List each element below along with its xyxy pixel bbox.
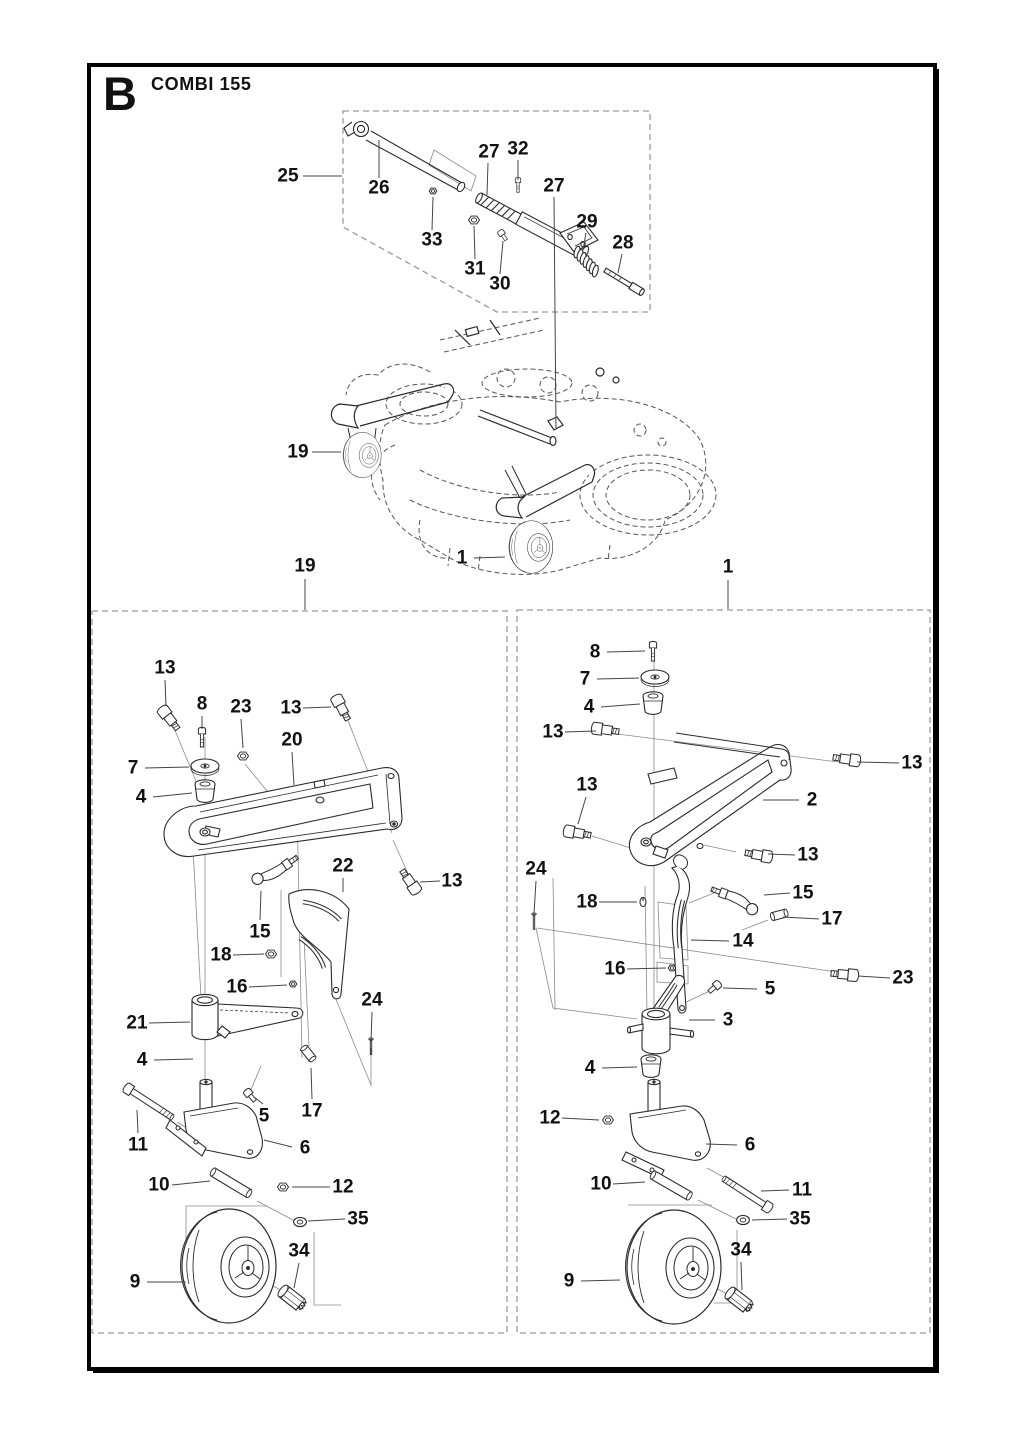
leader-line-11 bbox=[137, 1110, 138, 1133]
washer-7 bbox=[191, 759, 219, 776]
callout-24: 24 bbox=[361, 989, 383, 1011]
nut-12 bbox=[603, 1116, 614, 1124]
screw-8 bbox=[649, 641, 656, 661]
page-title: COMBI 155 bbox=[151, 74, 252, 94]
leader-line-31 bbox=[474, 226, 475, 259]
swing-arm-6 bbox=[622, 1079, 710, 1178]
callout-13: 13 bbox=[542, 721, 564, 743]
wheel-9 bbox=[626, 1210, 721, 1324]
spacer-tube-10 bbox=[209, 1167, 253, 1198]
callout-5: 5 bbox=[258, 1105, 270, 1127]
pin-24 bbox=[532, 913, 536, 930]
callout-6: 6 bbox=[299, 1137, 311, 1159]
callout-7: 7 bbox=[579, 668, 591, 690]
leader-line-28 bbox=[618, 254, 622, 273]
leader-line-11 bbox=[761, 1190, 789, 1191]
callout-12: 12 bbox=[539, 1107, 561, 1129]
leader-line-24 bbox=[371, 1012, 372, 1041]
bolt-13 bbox=[330, 693, 354, 723]
bolt-13 bbox=[832, 751, 861, 767]
callout-5: 5 bbox=[764, 978, 776, 1000]
callout-29: 29 bbox=[576, 211, 598, 233]
callout-23: 23 bbox=[230, 696, 252, 718]
callout-18: 18 bbox=[576, 891, 598, 913]
bolt-13 bbox=[397, 867, 423, 896]
washer-7 bbox=[641, 670, 669, 687]
bushing-4 bbox=[643, 692, 663, 715]
callout-9: 9 bbox=[563, 1270, 575, 1292]
callout-35: 35 bbox=[347, 1208, 369, 1230]
leader-line-13 bbox=[857, 762, 899, 763]
leader-line-14 bbox=[691, 940, 729, 941]
steering-arm-21 bbox=[192, 994, 303, 1039]
callout-35: 35 bbox=[789, 1208, 811, 1230]
rod-end-28 bbox=[603, 267, 645, 296]
leader-line-4 bbox=[602, 1067, 637, 1068]
spline-hub-34 bbox=[276, 1284, 308, 1313]
callout-15: 15 bbox=[792, 882, 814, 904]
callout-15: 15 bbox=[249, 921, 271, 943]
leader-line-34 bbox=[741, 1262, 742, 1290]
deck-drawing bbox=[331, 318, 716, 574]
bolt-23 bbox=[831, 967, 860, 981]
section-index-letter: B bbox=[103, 67, 137, 120]
screw-5 bbox=[243, 1087, 258, 1103]
bushing-4 bbox=[641, 1055, 661, 1078]
leader-line-16 bbox=[249, 985, 287, 987]
leader-line-23 bbox=[241, 719, 243, 748]
callout-19: 19 bbox=[294, 555, 316, 577]
clip-18 bbox=[640, 897, 646, 906]
deck-left-wheel bbox=[343, 432, 381, 478]
callout-10: 10 bbox=[148, 1174, 170, 1196]
callout-12: 12 bbox=[332, 1176, 354, 1198]
callout-17: 17 bbox=[821, 908, 843, 930]
nut-23 bbox=[238, 752, 249, 760]
callout-14: 14 bbox=[732, 930, 754, 952]
axle-bolt-11 bbox=[122, 1082, 176, 1122]
callout-4: 4 bbox=[584, 1057, 596, 1079]
callout-3: 3 bbox=[722, 1009, 734, 1031]
washer-35 bbox=[737, 1215, 750, 1224]
callout-25: 25 bbox=[277, 165, 299, 187]
callout-13: 13 bbox=[154, 657, 176, 679]
wheel-9 bbox=[181, 1209, 276, 1323]
callout-11: 11 bbox=[791, 1179, 813, 1201]
leader-line-16 bbox=[627, 968, 666, 969]
callout-27: 27 bbox=[543, 175, 565, 197]
callout-32: 32 bbox=[507, 138, 529, 160]
callout-21: 21 bbox=[126, 1012, 148, 1034]
leader-line-35 bbox=[752, 1219, 787, 1220]
leader-line-20 bbox=[292, 752, 294, 785]
callout-8: 8 bbox=[196, 693, 208, 715]
nut-18 bbox=[266, 950, 277, 958]
callout-23: 23 bbox=[892, 967, 914, 989]
leader-line-8 bbox=[607, 651, 645, 652]
bolt-13 bbox=[562, 825, 591, 842]
callout-27: 27 bbox=[478, 141, 500, 163]
leader-line-34 bbox=[294, 1263, 299, 1288]
screw-5 bbox=[707, 980, 723, 995]
nut-31 bbox=[469, 216, 480, 224]
callout-26: 26 bbox=[368, 177, 390, 199]
leader-line-23 bbox=[858, 976, 890, 978]
callout-13: 13 bbox=[280, 697, 302, 719]
callout-34: 34 bbox=[730, 1239, 752, 1261]
threaded-sleeve-27 bbox=[474, 192, 522, 224]
washer-35 bbox=[294, 1217, 307, 1226]
leader-line-4 bbox=[153, 793, 192, 797]
callout-24: 24 bbox=[525, 858, 547, 880]
callout-20: 20 bbox=[281, 729, 303, 751]
callout-30: 30 bbox=[489, 273, 511, 295]
construction-lines bbox=[174, 150, 843, 1305]
nut-16 bbox=[289, 981, 297, 987]
leader-line-13 bbox=[420, 881, 440, 882]
callout-17: 17 bbox=[301, 1100, 323, 1122]
handle-15 bbox=[708, 885, 761, 917]
callout-8: 8 bbox=[589, 641, 601, 663]
leader-line-13 bbox=[165, 680, 166, 706]
leader-line-18 bbox=[233, 954, 264, 955]
callout-13: 13 bbox=[441, 870, 463, 892]
leader-line-15 bbox=[764, 893, 790, 895]
leader-line-15 bbox=[260, 891, 261, 920]
leader-line-10 bbox=[172, 1181, 210, 1185]
callout-13: 13 bbox=[901, 752, 923, 774]
leader-line-7 bbox=[597, 678, 639, 679]
callout-19: 19 bbox=[287, 441, 309, 463]
callout-4: 4 bbox=[136, 1049, 148, 1071]
callout-10: 10 bbox=[590, 1173, 612, 1195]
leader-line-6 bbox=[264, 1140, 292, 1147]
callout-31: 31 bbox=[464, 258, 486, 280]
axle-bolt-11 bbox=[720, 1174, 774, 1214]
bushing-4 bbox=[195, 780, 215, 803]
support-bracket-22 bbox=[289, 890, 349, 999]
leader-line-4 bbox=[154, 1059, 193, 1060]
leader-line-35 bbox=[308, 1219, 345, 1221]
deck-right-wheel bbox=[509, 521, 553, 573]
callout-11: 11 bbox=[127, 1134, 149, 1156]
callout-1: 1 bbox=[456, 547, 468, 569]
callout-33: 33 bbox=[421, 229, 443, 251]
leader-line-12 bbox=[562, 1118, 599, 1120]
callout-18: 18 bbox=[210, 944, 232, 966]
spacer-tube-10 bbox=[649, 1170, 693, 1201]
callout-7: 7 bbox=[127, 757, 139, 779]
leader-line-4 bbox=[601, 704, 640, 707]
bolt-13 bbox=[591, 722, 620, 738]
bolt-30 bbox=[497, 229, 509, 242]
callout-1: 1 bbox=[722, 556, 734, 578]
leader-line-1 bbox=[474, 557, 505, 558]
callout-28: 28 bbox=[612, 232, 634, 254]
leader-line-5 bbox=[723, 988, 757, 989]
bolt-13 bbox=[156, 704, 182, 733]
callout-4: 4 bbox=[583, 696, 595, 718]
leader-line-7 bbox=[145, 767, 189, 768]
callout-34: 34 bbox=[288, 1240, 310, 1262]
nut-16 bbox=[668, 965, 676, 971]
callout-9: 9 bbox=[129, 1271, 141, 1293]
leader-line-21 bbox=[149, 1022, 190, 1023]
leader-line-13 bbox=[578, 797, 586, 824]
spline-hub-34 bbox=[723, 1286, 755, 1315]
handle-15 bbox=[250, 848, 300, 890]
callout-2: 2 bbox=[806, 789, 818, 811]
leader-line-13 bbox=[303, 707, 331, 708]
callout-16: 16 bbox=[226, 976, 248, 998]
leader-line-17 bbox=[783, 917, 819, 919]
spacer-17 bbox=[770, 909, 789, 921]
callout-4: 4 bbox=[135, 786, 147, 808]
callout-13: 13 bbox=[576, 774, 598, 796]
callout-16: 16 bbox=[604, 958, 626, 980]
leader-line-24 bbox=[534, 881, 536, 914]
callout-22: 22 bbox=[332, 855, 354, 877]
leader-line-10 bbox=[613, 1182, 645, 1184]
leader-line-33 bbox=[432, 197, 433, 230]
leader-line-9 bbox=[581, 1280, 620, 1281]
bolt-13 bbox=[744, 847, 773, 864]
nut-33 bbox=[429, 188, 437, 194]
leader-line-27 bbox=[487, 163, 488, 195]
leader-line-30 bbox=[500, 241, 503, 274]
leader-line-17 bbox=[311, 1068, 312, 1099]
screw-8 bbox=[198, 727, 205, 747]
eye-bolt-26 bbox=[344, 122, 466, 193]
callout-13: 13 bbox=[797, 844, 819, 866]
callout-6: 6 bbox=[744, 1134, 756, 1156]
right-caster-box bbox=[517, 610, 930, 1333]
nut-12 bbox=[278, 1183, 289, 1191]
